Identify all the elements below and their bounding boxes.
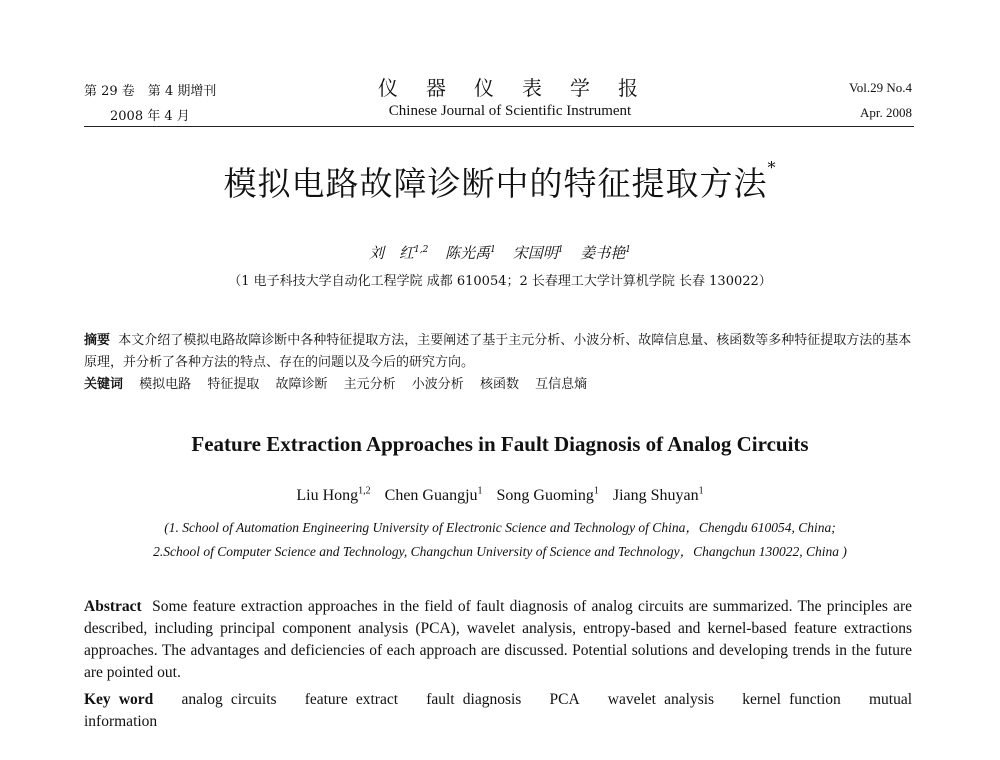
author-cn: 姜书艳$^1$ [580, 244, 631, 262]
authors-cn [0, 242, 1000, 263]
author-cn: 陈光禹$^1$ [445, 244, 496, 262]
abstract-en-text: Some feature extraction approaches in the field of fault diagnosis of analog circuits are summarized. The principles are described, including principal component analysis (PCA), wavelet analysis, entropy-based and kernel-based feature extractions approaches. The advantages and deficiencies of each approach are discussed. Potential solutions and developing trends in the future are pointed out. [84, 598, 912, 681]
keyword-en: feature extract [304, 691, 399, 708]
journal-name-en: Chinese Journal of Scientific Instrument [388, 103, 632, 119]
journal-name-cn: 仪 器 仪 表 学 报 [378, 76, 642, 100]
keywords-en [84, 689, 912, 733]
title-footnote-mark: * [767, 158, 777, 177]
paper-title-cn [0, 158, 1000, 205]
volume-en: Vol.29 No.4 [849, 80, 912, 95]
affiliation-en-line1: (1. School of Automation Engineering University of Electronic Science and Technology of China，Chengdu 610054, China; [164, 520, 836, 535]
keyword-cn: 小波分析 [411, 377, 464, 392]
title-cn-text: 模拟电路故障诊断中的特征提取方法 [223, 164, 768, 203]
abstract-cn [84, 330, 914, 374]
keyword-en: mutual information [84, 691, 913, 730]
abstract-cn-text: 本文介绍了模拟电路故障诊断中各种特征提取方法，主要阐述了基于主元分析、小波分析、故障信息量、核函数等多种特征提取方法的基本原理，并分析了各种方法的特点、存在的问题以及今后的研究方向。 [84, 333, 912, 370]
keywords-en-label: Key word [84, 691, 154, 708]
author-en: Chen Guangju$^1$ [384, 486, 483, 505]
volume-issue: 第 29 卷 第 4 期增刊 [84, 84, 217, 99]
abstract-en [84, 596, 912, 684]
abstract-en-label: Abstract [84, 598, 142, 615]
author-cn: 宋国明$^1$ [512, 244, 564, 262]
keyword-cn: 特征提取 [207, 377, 260, 392]
keyword-en: analog circuits [181, 691, 277, 708]
date-en: Apr. 2008 [860, 105, 912, 120]
affiliation-cn: （1 电子科技大学自动化工程学院 成都 610054；2 长春理工大学计算机学院 长春 130022） [228, 274, 772, 289]
keyword-cn: 主元分析 [343, 377, 396, 392]
keyword-cn: 故障诊断 [275, 377, 328, 392]
keyword-cn: 核函数 [479, 377, 519, 392]
author-en: Liu Hong$^{1,2}$ [296, 486, 371, 505]
publication-date: 2008 年 4 月 [110, 109, 190, 124]
keywords-cn-label: 关键词 [84, 377, 124, 392]
keyword-en: wavelet analysis [607, 691, 715, 708]
keyword-cn: 模拟电路 [139, 377, 192, 392]
author-en: Jiang Shuyan$^1$ [612, 486, 704, 505]
keyword-en: kernel function [742, 691, 841, 708]
abstract-cn-label: 摘要 [84, 333, 111, 348]
keywords-cn [84, 373, 914, 392]
author-cn: 刘 红$^{1,2}$ [369, 244, 429, 262]
keyword-cn: 互信息熵 [535, 377, 588, 392]
header-rule [84, 126, 914, 127]
paper-title-en: Feature Extraction Approaches in Fault Diagnosis of Analog Circuits [191, 432, 809, 456]
authors-en [0, 486, 1000, 505]
author-en: Song Guoming$^1$ [496, 486, 599, 505]
keyword-en: PCA [549, 691, 580, 708]
keyword-en: fault diagnosis [426, 691, 522, 708]
affiliation-en-line2: 2.School of Computer Science and Technology, Changchun University of Science and Technology，Changchun 130022, China ) [153, 544, 847, 559]
